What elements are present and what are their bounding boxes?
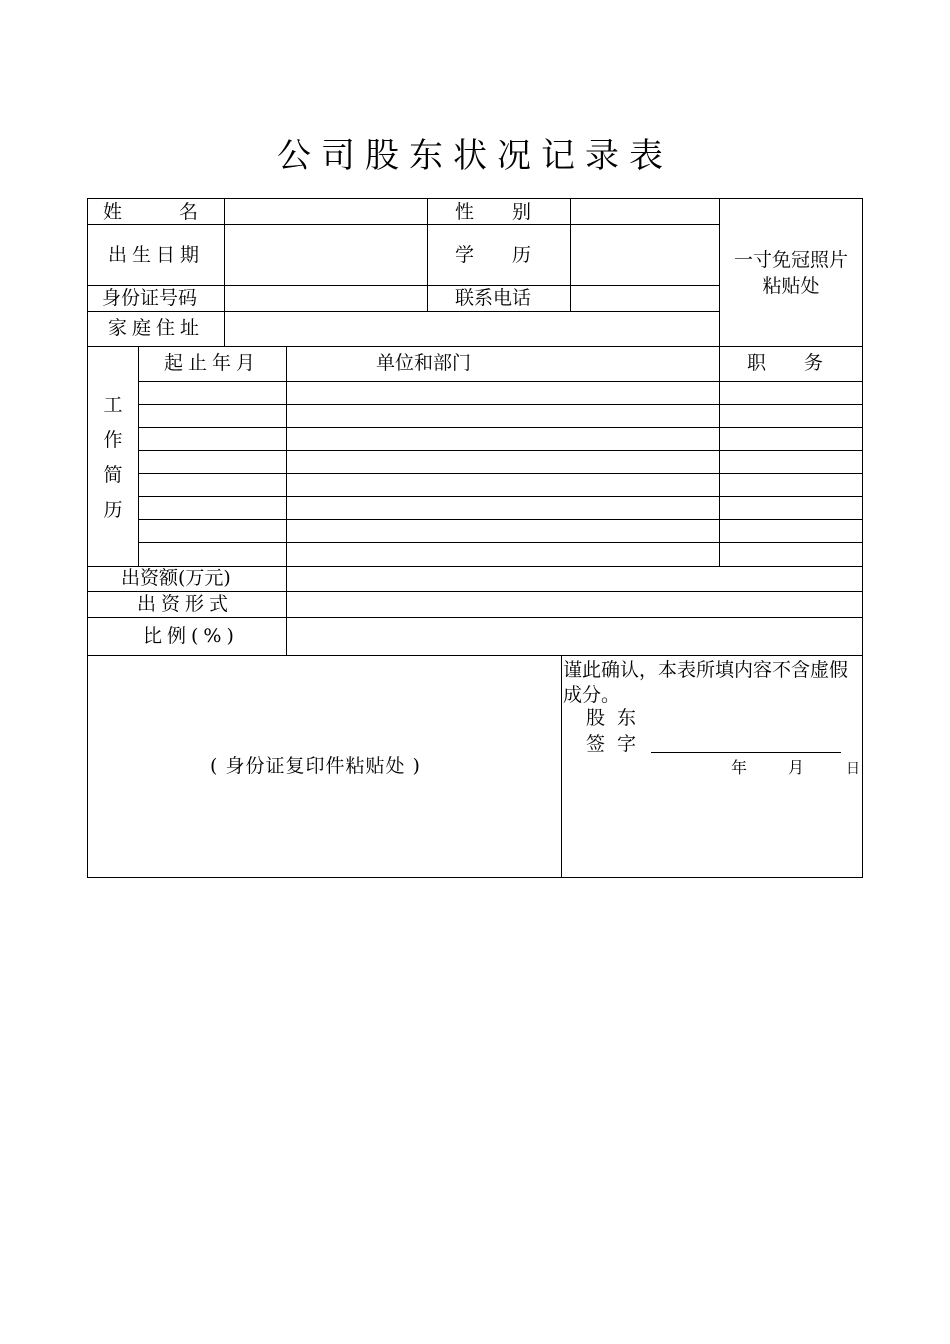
label-id-number: 身份证号码: [102, 287, 198, 309]
id-copy-placeholder: ( 身份证复印件粘贴处 ): [210, 755, 421, 777]
label-year: 年: [731, 758, 748, 777]
label-capital-form: 出资形式: [137, 593, 234, 615]
birth-date-field[interactable]: [225, 225, 427, 285]
capital-amount-field[interactable]: [287, 567, 862, 591]
photo-label-line1: 一寸免冠照片: [733, 249, 848, 271]
label-birth-date: 出生日期: [108, 244, 205, 266]
col-unit-header: 单位和部门: [376, 352, 472, 374]
label-address: 家庭住址: [108, 317, 205, 339]
label-capital-amount: 出资额(万元): [121, 567, 231, 589]
address-field[interactable]: [225, 312, 719, 346]
signature-line[interactable]: [651, 752, 841, 753]
label-shareholder: 股 东: [586, 707, 640, 729]
work-history-section-label: [101, 388, 125, 528]
id-number-field[interactable]: [225, 286, 427, 311]
work-history-label-char: 历: [103, 499, 123, 521]
col-period-header: 起止年月: [164, 352, 261, 374]
work-history-label-char: 简: [103, 464, 123, 486]
work-history-label-char: 作: [103, 429, 123, 451]
confirmation-statement: 谨此确认，本表所填内容不含虚假成分。: [563, 659, 849, 706]
capital-form-field[interactable]: [287, 592, 862, 617]
gender-field[interactable]: [571, 199, 719, 224]
label-education: 学 历: [455, 244, 532, 266]
photo-placeholder: [721, 247, 861, 299]
label-gender: 性 别: [455, 201, 532, 223]
label-phone: 联系电话: [455, 287, 532, 309]
label-name: 姓 名: [103, 201, 199, 223]
work-history-label-char: 工: [103, 394, 123, 416]
label-day: 日: [846, 761, 860, 777]
label-signature: 签 字: [586, 733, 640, 755]
name-field[interactable]: [225, 199, 427, 224]
education-field[interactable]: [571, 225, 719, 285]
share-ratio-field[interactable]: [287, 618, 862, 655]
label-month: 月: [788, 758, 805, 777]
form-title: 公司股东状况记录表: [277, 136, 673, 176]
photo-label-line2: 粘贴处: [762, 275, 820, 297]
col-position-header: 职 务: [747, 352, 824, 374]
phone-field[interactable]: [571, 286, 719, 311]
label-share-ratio: 比例(%): [143, 625, 239, 647]
